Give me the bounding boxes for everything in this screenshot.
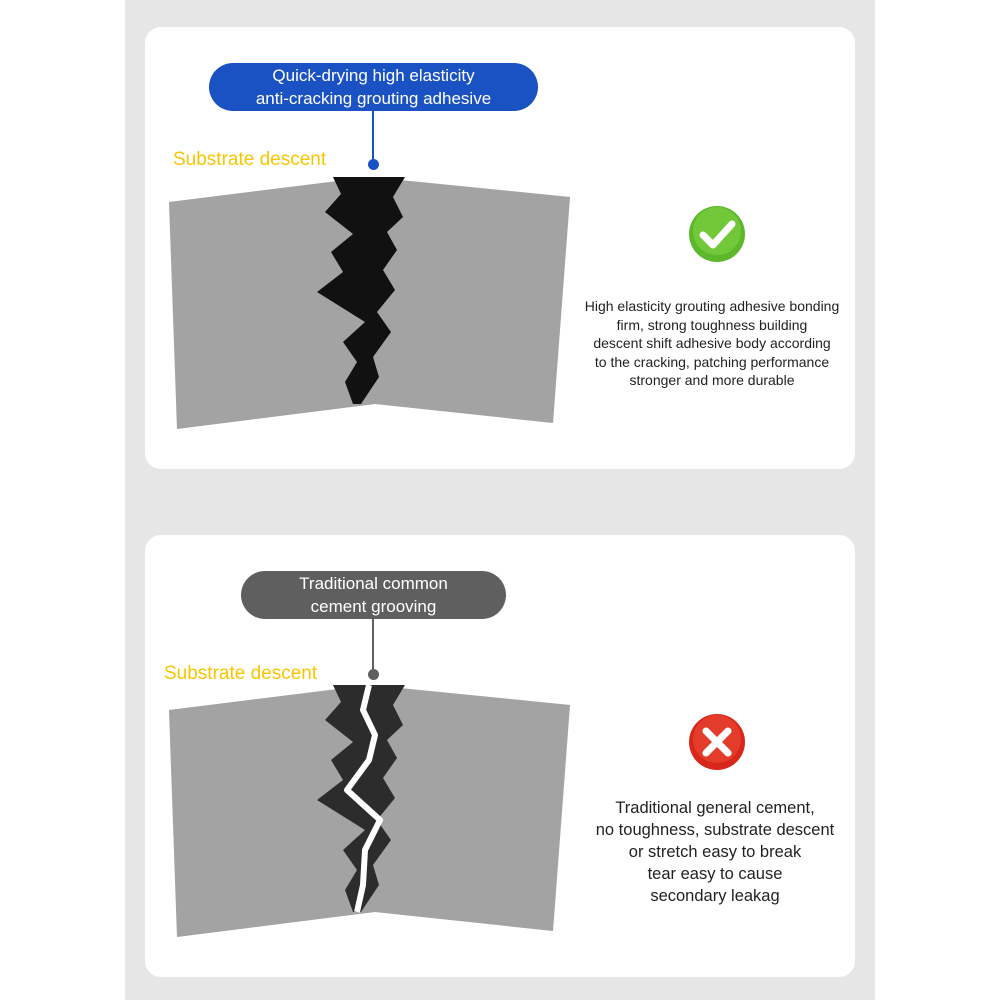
check-icon — [688, 205, 746, 263]
pointer-line — [372, 619, 374, 671]
pointer-dot — [368, 669, 379, 680]
comparison-card-adhesive — [145, 27, 855, 469]
label-line-1: Traditional common — [299, 574, 448, 593]
description-line: to the cracking, patching performance — [594, 353, 830, 370]
description-line: no toughness, substrate descent — [595, 821, 835, 839]
label-line-2: cement grooving — [310, 597, 437, 616]
product-label-pill — [241, 571, 506, 619]
concrete-slab-image — [165, 172, 575, 434]
product-label-pill — [209, 63, 538, 111]
comparison-card-cement — [145, 535, 855, 977]
description-line: High elasticity grouting adhesive bonding — [584, 298, 840, 314]
cross-icon — [688, 713, 746, 771]
description-text — [565, 297, 859, 390]
pointer-dot — [368, 159, 379, 170]
concrete-slab-image — [165, 680, 575, 942]
description-line: firm, strong toughness building — [616, 316, 808, 333]
description-text — [565, 797, 865, 907]
substrate-label: Substrate descent — [173, 149, 327, 170]
description-line: stronger and more durable — [629, 372, 795, 388]
description-line: Traditional general cement, — [615, 799, 815, 817]
substrate-label: Substrate descent — [164, 663, 318, 684]
description-line: tear easy to cause — [647, 865, 783, 883]
description-line: descent shift adhesive body according — [593, 335, 831, 351]
description-line: or stretch easy to break — [628, 843, 802, 861]
pointer-line — [372, 111, 374, 161]
label-line-1: Quick-drying high elasticity — [272, 66, 475, 85]
description-line: secondary leakag — [650, 887, 780, 905]
label-line-2: anti-cracking grouting adhesive — [255, 89, 492, 108]
